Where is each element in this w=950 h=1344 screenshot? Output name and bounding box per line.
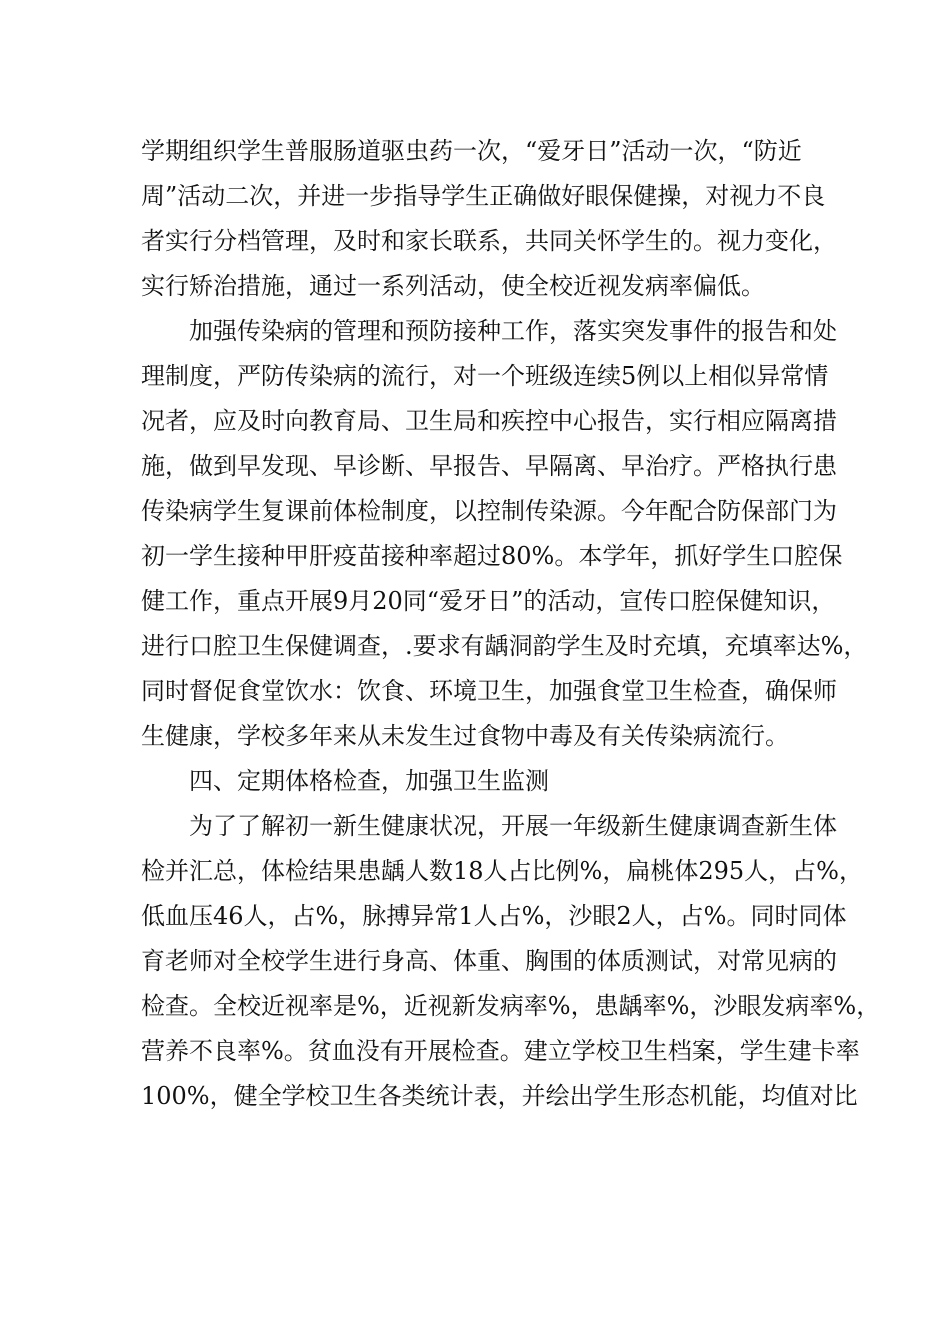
text-line: 低血压46人，占%，脉搏异常1人占%，沙眼2人，占%。同时同体 (141, 902, 847, 930)
text-line: 况者，应及时向教育局、卫生局和疾控中心报告，实行相应隔离措 (141, 407, 837, 435)
paragraph-first-line: 加强传染病的管理和预防接种工作，落实突发事件的报告和处 (189, 317, 837, 345)
text-line: 进行口腔卫生保健调查，.要求有龋洞韵学生及时充填，充填率达%， (141, 632, 868, 660)
text-line: 检并汇总，体检结果患龋人数18人占比例%，扁桃体295人，占%， (141, 857, 863, 885)
text-line: 实行矫治措施，通过一系列活动，使全校近视发病率偏低。 (141, 272, 765, 300)
text-line: 施，做到早发现、早诊断、早报告、早隔离、早治疗。严格执行患 (141, 452, 837, 480)
paragraph-first-line: 为了了解初一新生健康状况，开展一年级新生健康调查新生体 (189, 812, 837, 840)
text-line: 周”活动二次，并进一步指导学生正确做好眼保健操，对视力不良 (141, 182, 826, 210)
text-line: 理制度，严防传染病的流行，对一个班级连续5例以上相似异常情 (141, 362, 829, 390)
text-line: 育老师对全校学生进行身高、体重、胸围的体质测试，对常见病的 (141, 947, 837, 975)
text-line: 同时督促食堂饮水：饮食、环境卫生，加强食堂卫生检查，确保师 (141, 677, 837, 705)
text-line: 健工作，重点开展9月20同“爱牙日”的活动，宣传口腔保健知识， (141, 587, 836, 615)
text-line: 营养不良率%。贫血没有开展检查。建立学校卫生档案，学生建卡率 (141, 1037, 860, 1065)
text-line: 100%，健全学校卫生各类统计表，并绘出学生形态机能，均值对比 (141, 1082, 858, 1110)
text-line: 学期组织学生普服肠道驱虫药一次，“爱牙日”活动一次，“防近 (141, 137, 802, 165)
text-line: 初一学生接种甲肝疫苗接种率超过80%。本学年，抓好学生口腔保 (141, 542, 843, 570)
section-heading: 四、定期体格检查，加强卫生监测 (189, 767, 549, 795)
text-line: 检查。全校近视率是%，近视新发病率%，患龋率%，沙眼发病率%， (141, 992, 881, 1020)
text-line: 者实行分档管理，及时和家长联系，共同关怀学生的。视力变化， (141, 227, 837, 255)
text-line: 传染病学生复课前体检制度，以控制传染源。今年配合防保部门为 (141, 497, 837, 525)
text-line: 生健康，学校多年来从未发生过食物中毒及有关传染病流行。 (141, 722, 789, 750)
